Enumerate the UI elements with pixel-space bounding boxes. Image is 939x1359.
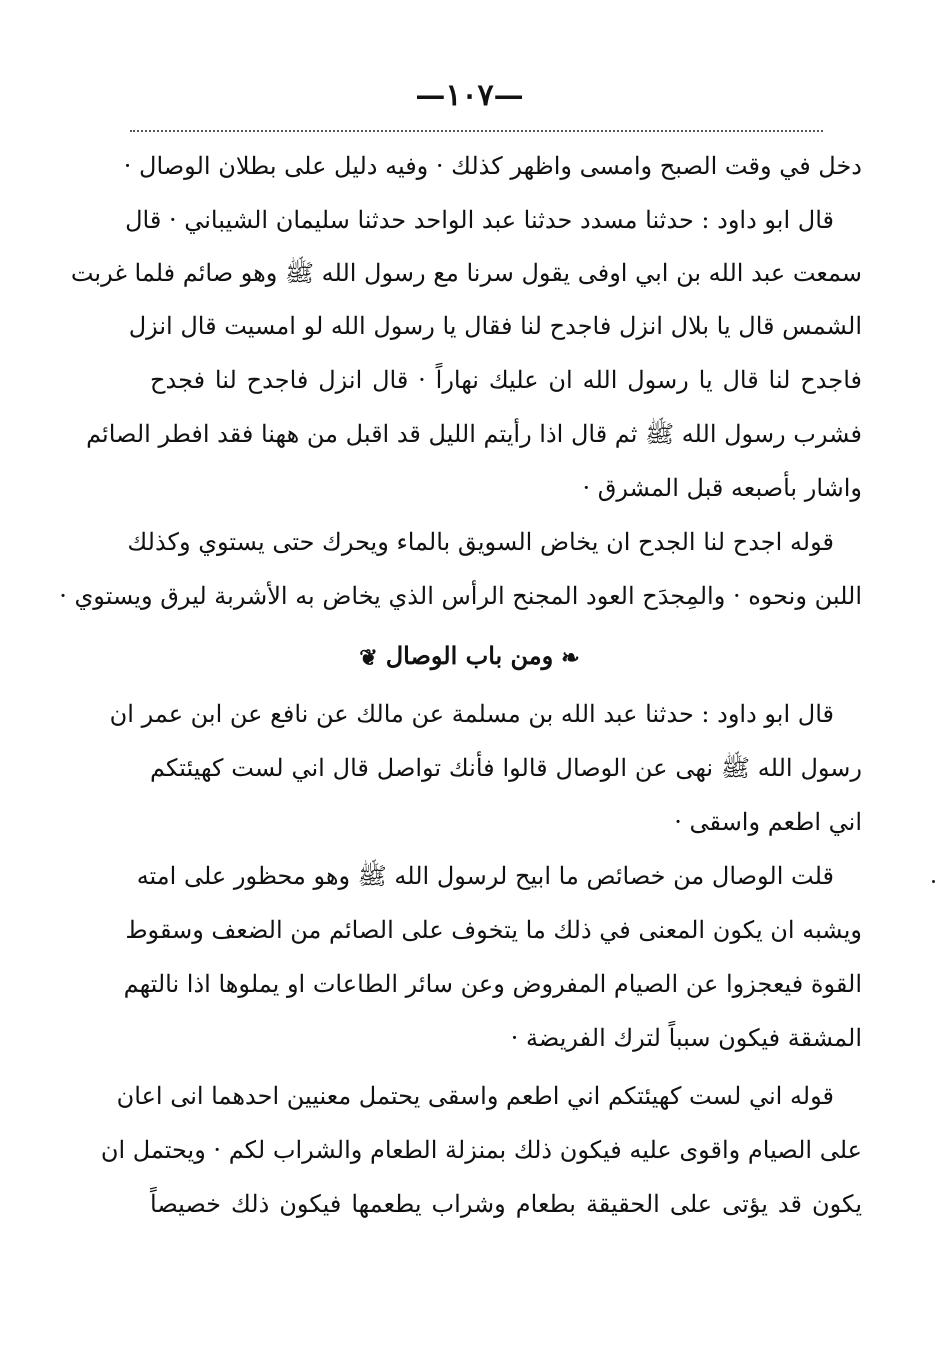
section-heading-text: ومن باب الوصال [385,641,554,670]
header-dotted-rule [130,130,823,132]
text-line-19: يكون قد يؤتى على الحقيقة بطعام وشراب يطعمها فيكون ذلك خصيصاً [150,1190,862,1218]
text-line-17: قوله اني لست كهيئتكم اني اطعم واسقى يحتمل معنيين احدهما انى اعان [116,1082,834,1110]
ornament-right-icon: ❧ [561,644,580,671]
margin-speck [932,880,935,883]
text-line-7: واشار بأصبعه قبل المشرق · [582,474,862,502]
section-heading [0,636,939,678]
text-line-3: سمعت عبد الله بن ابي اوفى يقول سرنا مع رسول الله ﷺ وهو صائم فلما غربت [70,259,862,287]
text-line-4: الشمس قال يا بلال انزل فاجدح لنا فقال يا رسول الله لو امسيت قال انزل [128,312,862,340]
page-number: —١٠٧— [415,78,524,113]
ornament-left-icon: ❦ [359,644,378,671]
text-line-10: قال ابو داود : حدثنا عبد الله بن مسلمة عن مالك عن نافع عن ابن عمر ان [109,700,834,728]
text-line-14: ويشبه ان يكون المعنى في ذلك ما يتخوف على الصائم من الضعف وسقوط [125,916,862,944]
text-line-5: فاجدح لنا قال يا رسول الله ان عليك نهاراً · قال انزل فاجدح لنا فجدح [150,366,862,394]
text-line-2: قال ابو داود : حدثنا مسدد حدثنا عبد الواحد حدثنا سليمان الشيباني · قال [125,206,834,234]
text-line-16: المشقة فيكون سبباً لترك الفريضة · [510,1024,862,1052]
text-line-13: قلت الوصال من خصائص ما ابيح لرسول الله ﷺ وهو محظور على امته [136,862,834,890]
text-line-12: اني اطعم واسقى · [674,808,862,836]
text-line-18: على الصيام واقوى عليه فيكون ذلك بمنزلة الطعام والشراب لكم · ويحتمل ان [100,1136,862,1164]
text-line-15: القوة فيعجزوا عن الصيام المفروض وعن سائر الطاعات او يملوها اذا نالتهم [123,970,862,998]
text-line-11: رسول الله ﷺ نهى عن الوصال قالوا فأنك تواصل قال اني لست كهيئتكم [150,754,862,782]
text-line-6: فشرب رسول الله ﷺ ثم قال اذا رأيتم الليل قد اقبل من ههنا فقد افطر الصائم [86,420,862,448]
text-line-1: دخل في وقت الصبح وامسى واظهر كذلك · وفيه دليل على بطلان الوصال · [123,152,862,180]
text-line-8: قوله اجدح لنا الجدح ان يخاض السويق بالماء ويحرك حتى يستوي وكذلك [127,528,834,556]
text-line-9: اللبن ونحوه · والمِجدَح العود المجنح الرأس الذي يخاض به الأشربة ليرق ويستوي · [59,582,862,610]
